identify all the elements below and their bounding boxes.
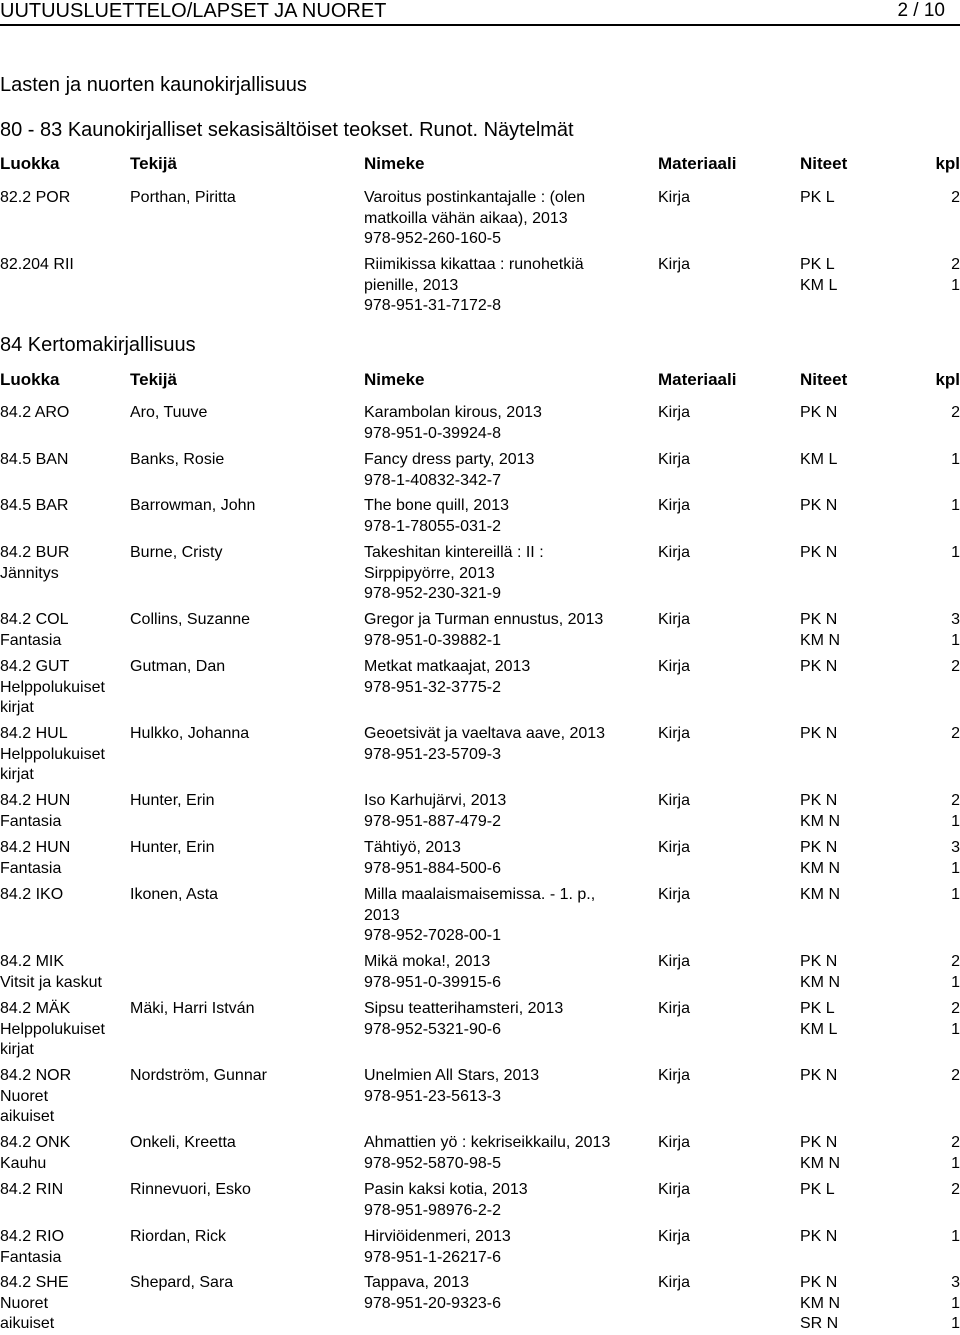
cell-kpl: 2 1: [951, 1134, 960, 1172]
cell-materiaali: Kirja: [658, 1067, 691, 1084]
cell-kpl: 1: [951, 1228, 960, 1245]
cell-kpl: 2 1: [951, 792, 960, 830]
cell-niteet: PK N: [800, 658, 838, 675]
cell-materiaali: Kirja: [658, 544, 691, 561]
cell-nimeke: Milla maalaismaisemissa. - 1. p., 2013 978-952-7028-00-1: [364, 886, 596, 945]
cell-luokka: 84.2 ARO: [0, 404, 70, 421]
cell-niteet: PK N KM N: [800, 792, 840, 830]
cell-niteet: PK N: [800, 497, 838, 514]
cell-niteet: PK N: [800, 725, 838, 742]
cell-materiaali: Kirja: [658, 189, 691, 206]
cell-niteet: PK N: [800, 1067, 838, 1084]
col-header-niteet: Niteet: [800, 154, 848, 173]
cell-niteet: PK N: [800, 404, 838, 421]
cell-niteet: KM L: [800, 451, 838, 468]
cell-kpl: 2: [951, 1181, 960, 1198]
cell-materiaali: Kirja: [658, 839, 691, 856]
cell-tekija: Barrowman, John: [130, 497, 256, 514]
cell-tekija: Banks, Rosie: [130, 451, 225, 468]
cell-nimeke: The bone quill, 2013 978-1-78055-031-2: [364, 497, 509, 535]
col-header-nimeke: Nimeke: [364, 370, 425, 389]
cell-materiaali: Kirja: [658, 886, 691, 903]
cell-luokka: 84.2 MÄK Helppolukuiset kirjat: [0, 1000, 105, 1059]
cell-nimeke: Metkat matkaajat, 2013 978-951-32-3775-2: [364, 658, 531, 696]
cell-luokka: 84.2 SHE Nuoret aikuiset: [0, 1274, 69, 1333]
cell-nimeke: Iso Karhujärvi, 2013 978-951-887-479-2: [364, 792, 507, 830]
cell-luokka: 82.2 POR: [0, 189, 71, 206]
cell-nimeke: Tappava, 2013 978-951-20-9323-6: [364, 1274, 501, 1312]
cell-kpl: 2: [951, 404, 960, 421]
cell-niteet: PK L KM L: [800, 256, 838, 294]
cell-niteet: PK L: [800, 1181, 835, 1198]
cell-nimeke: Unelmien All Stars, 2013 978-951-23-5613-3: [364, 1067, 540, 1105]
cell-tekija: Aro, Tuuve: [130, 404, 208, 421]
cell-kpl: 3 1 1: [951, 1274, 960, 1333]
cell-materiaali: Kirja: [658, 1134, 691, 1151]
col-header-tekija: Tekijä: [130, 370, 177, 389]
cell-luokka: 84.2 HUN Fantasia: [0, 792, 71, 830]
cell-tekija: Hulkko, Johanna: [130, 725, 250, 742]
cell-tekija: Hunter, Erin: [130, 839, 215, 856]
cell-kpl: 2 1: [951, 1000, 960, 1038]
cell-nimeke: Varoitus postinkantajalle : (olen matkoilla vähän aikaa), 2013 978-952-260-160-5: [364, 189, 586, 248]
group-title: 80 - 83 Kaunokirjalliset sekasisältöiset teokset. Runot. Näytelmät: [0, 119, 574, 141]
cell-materiaali: Kirja: [658, 611, 691, 628]
cell-tekija: Hunter, Erin: [130, 792, 215, 809]
cell-kpl: 3 1: [951, 611, 960, 649]
cell-materiaali: Kirja: [658, 1274, 691, 1291]
cell-nimeke: Ahmattien yö : kekriseikkailu, 2013 978-952-5870-98-5: [364, 1134, 611, 1172]
col-header-nimeke: Nimeke: [364, 154, 425, 173]
cell-nimeke: Takeshitan kintereillä : II : Sirppipyörre, 2013 978-952-230-321-9: [364, 544, 544, 603]
cell-niteet: PK N KM N: [800, 611, 840, 649]
col-header-kpl: kpl: [935, 154, 960, 173]
section-title: Lasten ja nuorten kaunokirjallisuus: [0, 74, 307, 96]
cell-tekija: Nordström, Gunnar: [130, 1067, 267, 1084]
cell-luokka: 84.2 HUL Helppolukuiset kirjat: [0, 725, 105, 784]
cell-kpl: 2 1: [951, 256, 960, 294]
cell-nimeke: Pasin kaksi kotia, 2013 978-951-98976-2-2: [364, 1181, 528, 1219]
cell-luokka: 84.2 BUR Jännitys: [0, 544, 70, 582]
cell-luokka: 84.5 BAR: [0, 497, 69, 514]
col-header-tekija: Tekijä: [130, 154, 177, 173]
cell-materiaali: Kirja: [658, 725, 691, 742]
cell-kpl: 3 1: [951, 839, 960, 877]
cell-materiaali: Kirja: [658, 497, 691, 514]
cell-kpl: 2: [951, 1067, 960, 1084]
header-rule: [0, 24, 960, 26]
cell-kpl: 2: [951, 725, 960, 742]
cell-kpl: 2: [951, 189, 960, 206]
col-header-kpl: kpl: [935, 370, 960, 389]
cell-materiaali: Kirja: [658, 404, 691, 421]
cell-niteet: PK N KM N: [800, 953, 840, 991]
cell-luokka: 84.2 IKO: [0, 886, 64, 903]
cell-nimeke: Riimikissa kikattaa : runohetkiä pienille, 2013 978-951-31-7172-8: [364, 256, 584, 315]
cell-tekija: Porthan, Piritta: [130, 189, 236, 206]
cell-tekija: Rinnevuori, Esko: [130, 1181, 251, 1198]
cell-nimeke: Mikä moka!, 2013 978-951-0-39915-6: [364, 953, 501, 991]
col-header-luokka: Luokka: [0, 370, 60, 389]
cell-kpl: 2: [951, 658, 960, 675]
cell-materiaali: Kirja: [658, 1181, 691, 1198]
cell-niteet: PK L KM L: [800, 1000, 838, 1038]
cell-tekija: Ikonen, Asta: [130, 886, 219, 903]
cell-niteet: KM N: [800, 886, 840, 903]
cell-luokka: 84.2 GUT Helppolukuiset kirjat: [0, 658, 105, 717]
cell-niteet: PK N: [800, 544, 838, 561]
cell-luokka: 84.2 COL Fantasia: [0, 611, 69, 649]
cell-nimeke: Gregor ja Turman ennustus, 2013 978-951-0-39882-1: [364, 611, 604, 649]
cell-luokka: 84.2 NOR Nuoret aikuiset: [0, 1067, 72, 1126]
cell-nimeke: Sipsu teatterihamsteri, 2013 978-952-5321-90-6: [364, 1000, 564, 1038]
cell-materiaali: Kirja: [658, 1228, 691, 1245]
col-header-luokka: Luokka: [0, 154, 60, 173]
cell-materiaali: Kirja: [658, 451, 691, 468]
cell-luokka: 84.2 HUN Fantasia: [0, 839, 71, 877]
cell-niteet: PK N KM N: [800, 1134, 840, 1172]
cell-luokka: 82.204 RII: [0, 256, 74, 273]
cell-kpl: 1: [951, 497, 960, 514]
cell-tekija: Collins, Suzanne: [130, 611, 251, 628]
document-title: UUTUUSLUETTELO/LAPSET JA NUORET: [0, 0, 387, 22]
cell-niteet: PK N: [800, 1228, 838, 1245]
page-number: 2 / 10: [897, 0, 945, 21]
cell-niteet: PK N KM N: [800, 839, 840, 877]
cell-niteet: PK L: [800, 189, 835, 206]
col-header-materiaali: Materiaali: [658, 154, 737, 173]
cell-tekija: Burne, Cristy: [130, 544, 223, 561]
cell-nimeke: Geoetsivät ja vaeltava aave, 2013 978-951-23-5709-3: [364, 725, 606, 763]
cell-materiaali: Kirja: [658, 1000, 691, 1017]
cell-materiaali: Kirja: [658, 256, 691, 273]
cell-nimeke: Fancy dress party, 2013 978-1-40832-342-7: [364, 451, 535, 489]
cell-niteet: PK N KM N SR N: [800, 1274, 840, 1333]
cell-kpl: 1: [951, 886, 960, 903]
cell-tekija: Riordan, Rick: [130, 1228, 227, 1245]
page-header: [0, 0, 960, 24]
cell-luokka: 84.2 RIO Fantasia: [0, 1228, 65, 1266]
col-header-niteet: Niteet: [800, 370, 848, 389]
cell-tekija: Shepard, Sara: [130, 1274, 234, 1291]
cell-tekija: Onkeli, Kreetta: [130, 1134, 236, 1151]
col-header-materiaali: Materiaali: [658, 370, 737, 389]
cell-nimeke: Tähtiyö, 2013 978-951-884-500-6: [364, 839, 501, 877]
cell-nimeke: Karambolan kirous, 2013 978-951-0-39924-8: [364, 404, 542, 442]
group-title: 84 Kertomakirjallisuus: [0, 334, 196, 356]
cell-nimeke: Hirviöidenmeri, 2013 978-951-1-26217-6: [364, 1228, 511, 1266]
cell-luokka: 84.5 BAN: [0, 451, 69, 468]
cell-kpl: 1: [951, 544, 960, 561]
cell-luokka: 84.2 MIK Vitsit ja kaskut: [0, 953, 102, 991]
cell-luokka: 84.2 ONK Kauhu: [0, 1134, 71, 1172]
cell-luokka: 84.2 RIN: [0, 1181, 64, 1198]
cell-tekija: Mäki, Harri István: [130, 1000, 255, 1017]
cell-materiaali: Kirja: [658, 792, 691, 809]
cell-materiaali: Kirja: [658, 953, 691, 970]
cell-kpl: 2 1: [951, 953, 960, 991]
cell-materiaali: Kirja: [658, 658, 691, 675]
cell-tekija: Gutman, Dan: [130, 658, 226, 675]
cell-kpl: 1: [951, 451, 960, 468]
